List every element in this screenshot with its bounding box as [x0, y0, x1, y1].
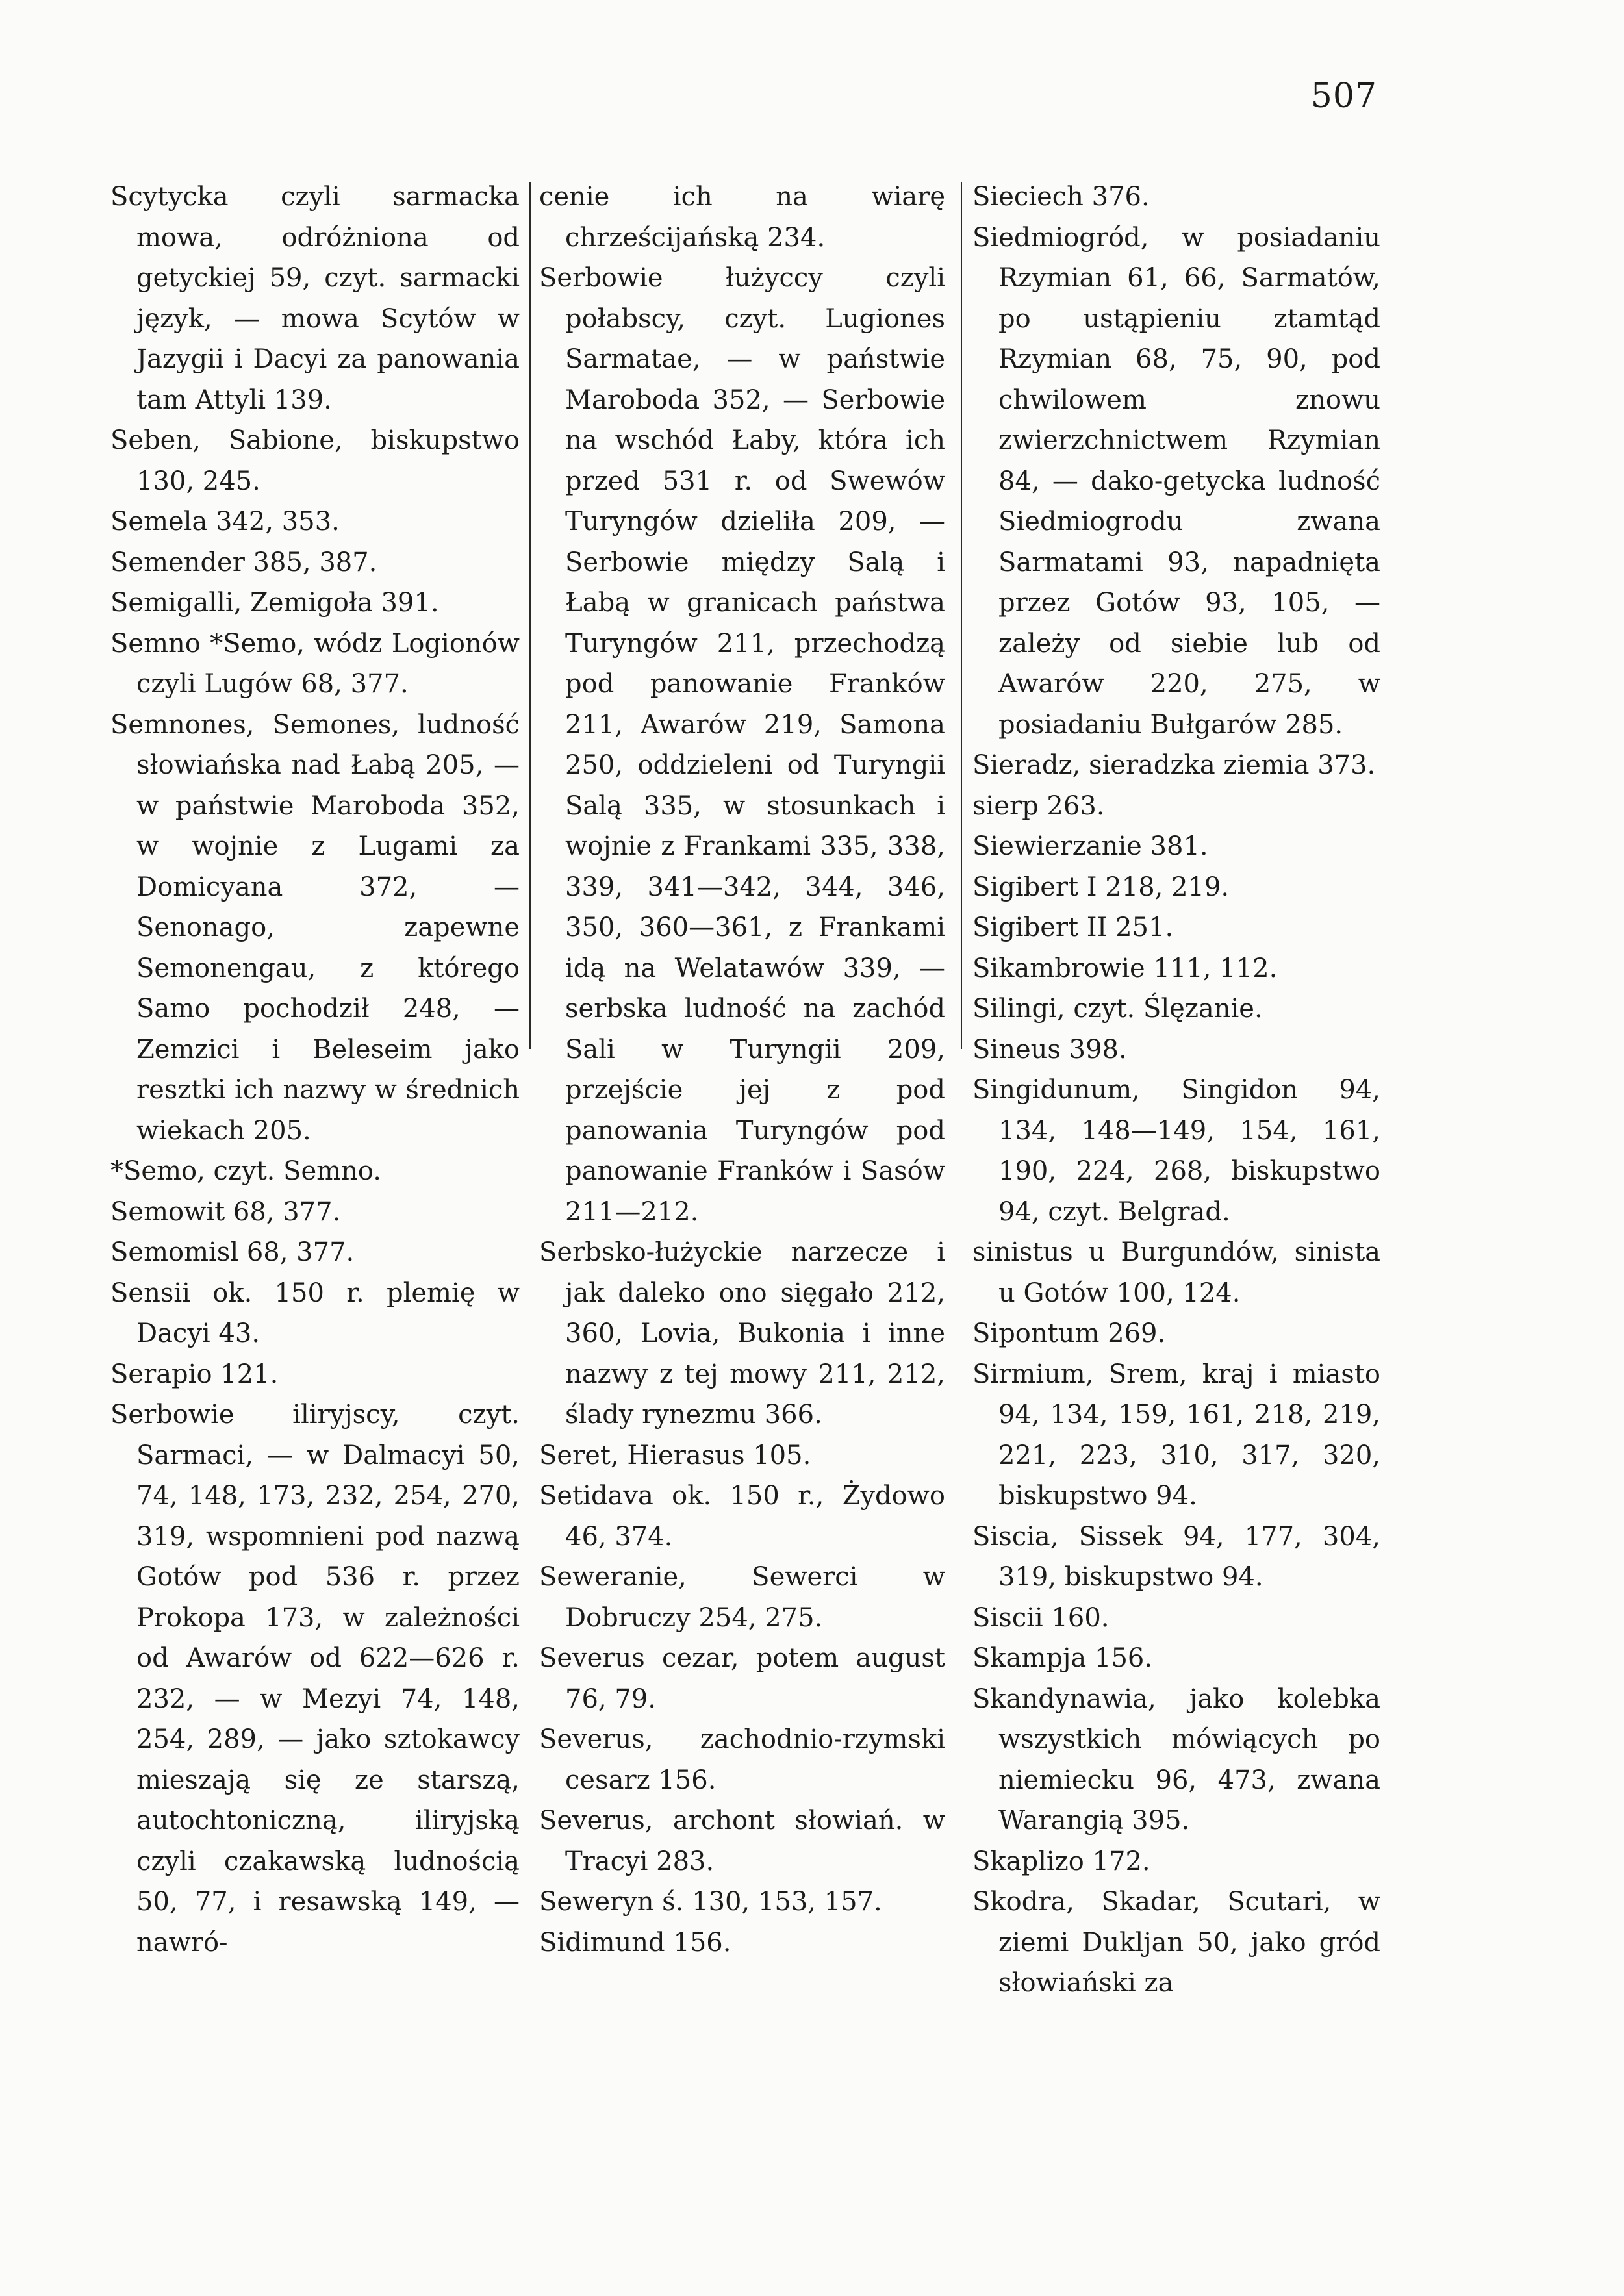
index-entry: Sieciech 376.	[972, 182, 1150, 212]
index-entry: Seweryn ś. 130, 153, 157.	[539, 1887, 882, 1917]
index-column-1	[110, 177, 520, 1963]
index-entry: Severus, archont słowiań. w Tracyi 283.	[539, 1806, 945, 1876]
index-entry: Semigalli, Zemigoła 391.	[110, 588, 439, 618]
index-entry: Semomisl 68, 377.	[110, 1237, 355, 1267]
index-entry: Semela 342, 353.	[110, 507, 340, 536]
index-entry: Seweranie, Sewerci w Dobruczy 254, 275.	[539, 1562, 945, 1633]
index-entry: Sipontum 269.	[972, 1318, 1166, 1348]
index-entry: cenie ich na wiarę chrześcijańską 234.	[539, 182, 945, 253]
index-entry: Scytycka czyli sarmacka mowa, odróżniona od getyckiej 59, czyt. sarmacki język, — mowa Scytów w Jazygii i Dacyi za panowania tam Attyli 139.	[110, 182, 520, 415]
index-entry: Sineus 398.	[972, 1034, 1127, 1065]
index-entry: Siscii 160.	[972, 1602, 1110, 1633]
index-entry: Singidunum, Singidon 94, 134, 148—149, 154, 161, 190, 224, 268, biskupstwo 94, czyt. Belgrad.	[972, 1075, 1380, 1227]
index-entry: Setidava ok. 150 r., Żydowo 46, 374.	[539, 1481, 945, 1552]
index-entry: Skodra, Skadar, Scutari, w ziemi Dukljan 50, jako gród słowiański za	[972, 1887, 1380, 1998]
index-entry: Serbowie iliryjscy, czyt. Sarmaci, — w Dalmacyi 50, 74, 148, 173, 232, 254, 270, 319, wspomnieni pod nazwą Gotów pod 536 r. przez Prokopa 173, w zależności od Awarów od 622—626 r. 232, — w Mezyi 74, 148, 254, 289, — jako sztokawcy mieszają się ze starszą, autochtoniczną, iliryjską czyli czakawską ludnością 50, 77, i resawską 149, — nawró-	[110, 1400, 520, 1958]
index-column-2	[539, 177, 945, 1963]
index-entry: Semender 385, 387.	[110, 547, 377, 577]
index-entry: Skampja 156.	[972, 1643, 1153, 1673]
index-entry: sinistus u Burgundów, sinista u Gotów 100, 124.	[972, 1237, 1380, 1308]
index-entry: Serapio 121.	[110, 1359, 279, 1389]
index-entry: Sensii ok. 150 r. plemię w Dacyi 43.	[110, 1278, 520, 1348]
column-divider	[529, 182, 531, 1049]
index-entry: Sidimund 156.	[539, 1927, 731, 1958]
index-entry: Severus, zachodnio-rzymski cesarz 156.	[539, 1724, 945, 1795]
index-entry: Siscia, Sissek 94, 177, 304, 319, biskupstwo 94.	[972, 1521, 1380, 1592]
index-entry: Siedmiogród, w posiadaniu Rzymian 61, 66, Sarmatów, po ustąpieniu ztamtąd Rzymian 68, 75, 90, pod chwilowem znowu zwierzchnictwem Rzymian 84, — dako-getycka ludność Siedmiogrodu zwana Sarmatami 93, napadnięta przez Gotów 93, 105, — zależy od siebie lub od Awarów 220, 275, w posiadaniu Bułgarów 285.	[972, 222, 1380, 740]
index-entry: Sirmium, Srem, kraj i miasto 94, 134, 159, 161, 218, 219, 221, 223, 310, 317, 320, biskupstwo 94.	[972, 1359, 1380, 1511]
index-column-3	[972, 177, 1380, 2004]
index-entry: Siewierzanie 381.	[972, 831, 1208, 861]
index-entry: Seret, Hierasus 105.	[539, 1440, 811, 1470]
index-entry: sierp 263.	[972, 790, 1105, 821]
column-divider	[961, 182, 962, 1049]
index-entry: Skandynawia, jako kolebka wszystkich mówiących po niemiecku 96, 473, zwana Warangią 395.	[972, 1684, 1380, 1836]
index-entry: Semno *Semo, wódz Logionów czyli Lugów 68, 377.	[110, 628, 520, 699]
index-entry: *Semo, czyt. Semno.	[110, 1156, 381, 1186]
index-entry: Serbowie łużyccy czyli połabscy, czyt. Lugiones Sarmatae, — w państwie Maroboda 352, — Serbowie na wschód Łaby, która ich przed 531 r. od Swewów Turyngów dzieliła 209, — Serbowie między Salą i Łabą w granicach państwa Turyngów 211, przechodzą pod panowanie Franków 211, Awarów 219, Samona 250, oddzieleni od Turyngii Salą 335, w stosunkach i wojnie z Frankami 335, 338, 339, 341—342, 344, 346, 350, 360—361, z Frankami idą na Welatawów 339, — serbska ludność na zachód Sali w Turyngii 209, przejście jej z pod panowania Turyngów pod panowanie Franków i Sasów 211—212.	[539, 263, 945, 1227]
index-entry: Severus cezar, potem august 76, 79.	[539, 1643, 945, 1714]
index-entry: Seben, Sabione, biskupstwo 130, 245.	[110, 425, 520, 496]
index-entry: Sigibert II 251.	[972, 913, 1174, 942]
index-entry: Sieradz, sieradzka ziemia 373.	[972, 750, 1376, 780]
index-entry: Semnones, Semones, ludność słowiańska nad Łabą 205, — w państwie Maroboda 352, w wojnie z Lugami za Domicyana 372, — Senonago, zapewne Semonengau, z którego Samo pochodził 248, — Zemzici i Beleseim jako resztki ich nazwy w średnich wiekach 205.	[110, 709, 520, 1146]
index-entry: Semowit 68, 377.	[110, 1196, 341, 1227]
index-entry: Serbsko-łużyckie narzecze i jak daleko ono sięgało 212, 360, Lovia, Bukonia i inne nazwy z tej mowy 211, 212, ślady rynezmu 366.	[539, 1237, 945, 1430]
page-number: 507	[1310, 77, 1377, 116]
index-entry: Sigibert I 218, 219.	[972, 872, 1230, 902]
index-entry: Sikambrowie 111, 112.	[972, 953, 1278, 983]
index-entry: Skaplizo 172.	[972, 1846, 1150, 1876]
index-entry: Silingi, czyt. Ślęzanie.	[972, 994, 1263, 1024]
